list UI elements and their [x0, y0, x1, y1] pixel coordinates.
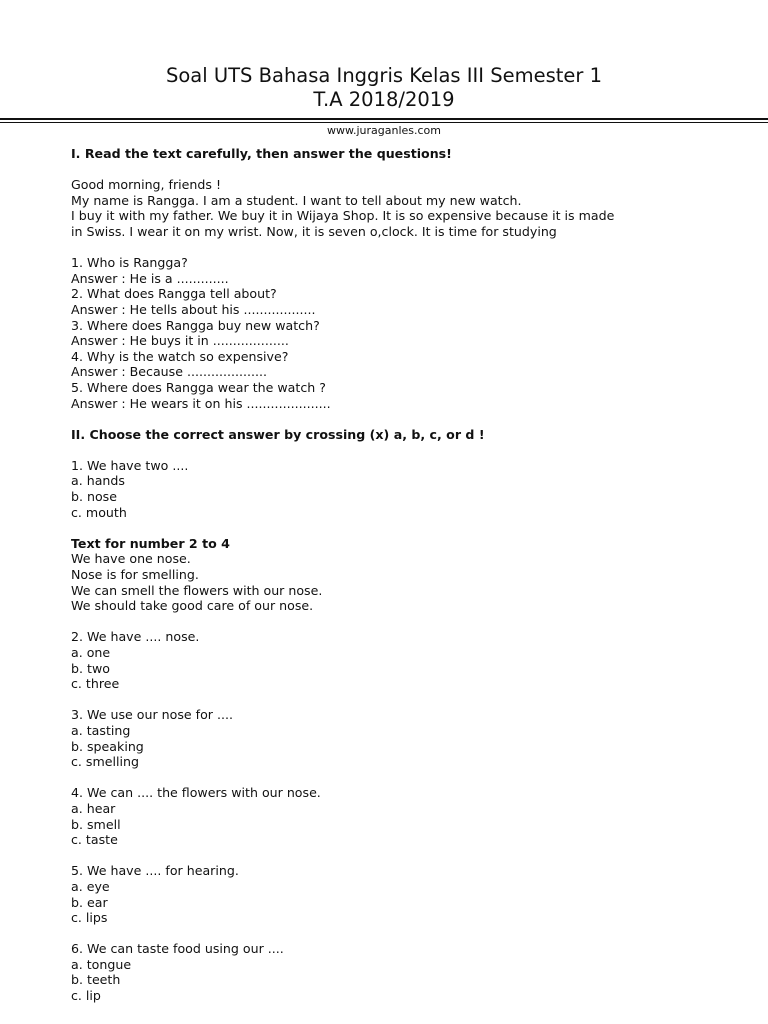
- reading-text-line: We have one nose.: [71, 551, 191, 567]
- question-line: 3. Where does Rangga buy new watch?: [71, 317, 320, 333]
- mc-option: c. taste: [71, 832, 118, 848]
- answer-line: Answer : He buys it in ...................: [71, 333, 289, 349]
- passage-line: Good morning, friends !: [71, 177, 222, 193]
- mc-option: a. hear: [71, 800, 116, 816]
- mc-option: a. hands: [71, 473, 125, 489]
- mc-question: 3. We use our nose for ....: [71, 707, 233, 723]
- answer-line: Answer : Because ....................: [71, 364, 268, 380]
- mc-option: c. three: [71, 676, 120, 692]
- passage-line: My name is Rangga. I am a student. I want to tell about my new watch.: [71, 192, 522, 208]
- mc-option: c. mouth: [71, 504, 127, 520]
- reading-text-line: Nose is for smelling.: [71, 567, 199, 583]
- mc-question: 6. We can taste food using our ....: [71, 941, 284, 957]
- worksheet-content: [71, 146, 711, 1004]
- mc-question: 2. We have .... nose.: [71, 629, 200, 645]
- passage-line: in Swiss. I wear it on my wrist. Now, it is seven o,clock. It is time for studying: [71, 223, 557, 239]
- mc-option: b. teeth: [71, 972, 121, 988]
- mc-option: a. tongue: [71, 956, 132, 972]
- mc-option: c. smelling: [71, 754, 139, 770]
- mc-question: 5. We have .... for hearing.: [71, 863, 239, 879]
- question-line: 4. Why is the watch so expensive?: [71, 348, 289, 364]
- mc-option: b. ear: [71, 894, 108, 910]
- mc-option: b. speaking: [71, 738, 144, 754]
- mc-option: b. nose: [71, 489, 117, 505]
- reading-text-line: We should take good care of our nose.: [71, 598, 314, 614]
- mc-option: b. two: [71, 660, 110, 676]
- website-text: www.juraganles.com: [326, 124, 441, 137]
- question-line: 2. What does Rangga tell about?: [71, 286, 277, 302]
- answer-line: Answer : He tells about his ..................: [71, 301, 316, 317]
- question-line: 1. Who is Rangga?: [71, 255, 188, 271]
- page-subtitle-year: T.A 2018/2019: [313, 88, 455, 111]
- page-title: Soal UTS Bahasa Inggris Kelas III Semester 1: [165, 64, 603, 87]
- mc-question: 4. We can .... the flowers with our nose.: [71, 785, 321, 801]
- section2-heading: II. Choose the correct answer by crossing (x) a, b, c, or d !: [71, 426, 485, 442]
- mc-option: c. lip: [71, 988, 101, 1004]
- answer-line: Answer : He wears it on his .....................: [71, 395, 331, 411]
- reading-text-title: Text for number 2 to 4: [71, 535, 230, 551]
- passage-line: I buy it with my father. We buy it in Wijaya Shop. It is so expensive because it is made: [71, 208, 615, 224]
- mc-option: a. tasting: [71, 722, 131, 738]
- mc-option: b. smell: [71, 816, 121, 832]
- section1-heading: I. Read the text carefully, then answer the questions!: [71, 146, 452, 161]
- mc-option: a. one: [71, 645, 111, 660]
- answer-line: Answer : He is a .............: [71, 270, 229, 286]
- header-divider: [0, 118, 768, 120]
- question-line: 5. Where does Rangga wear the watch ?: [71, 379, 326, 395]
- reading-text-line: We can smell the flowers with our nose.: [71, 582, 323, 598]
- mc-question: 1. We have two ....: [71, 457, 189, 473]
- mc-option: a. eye: [71, 878, 110, 894]
- mc-option: c. lips: [71, 910, 108, 926]
